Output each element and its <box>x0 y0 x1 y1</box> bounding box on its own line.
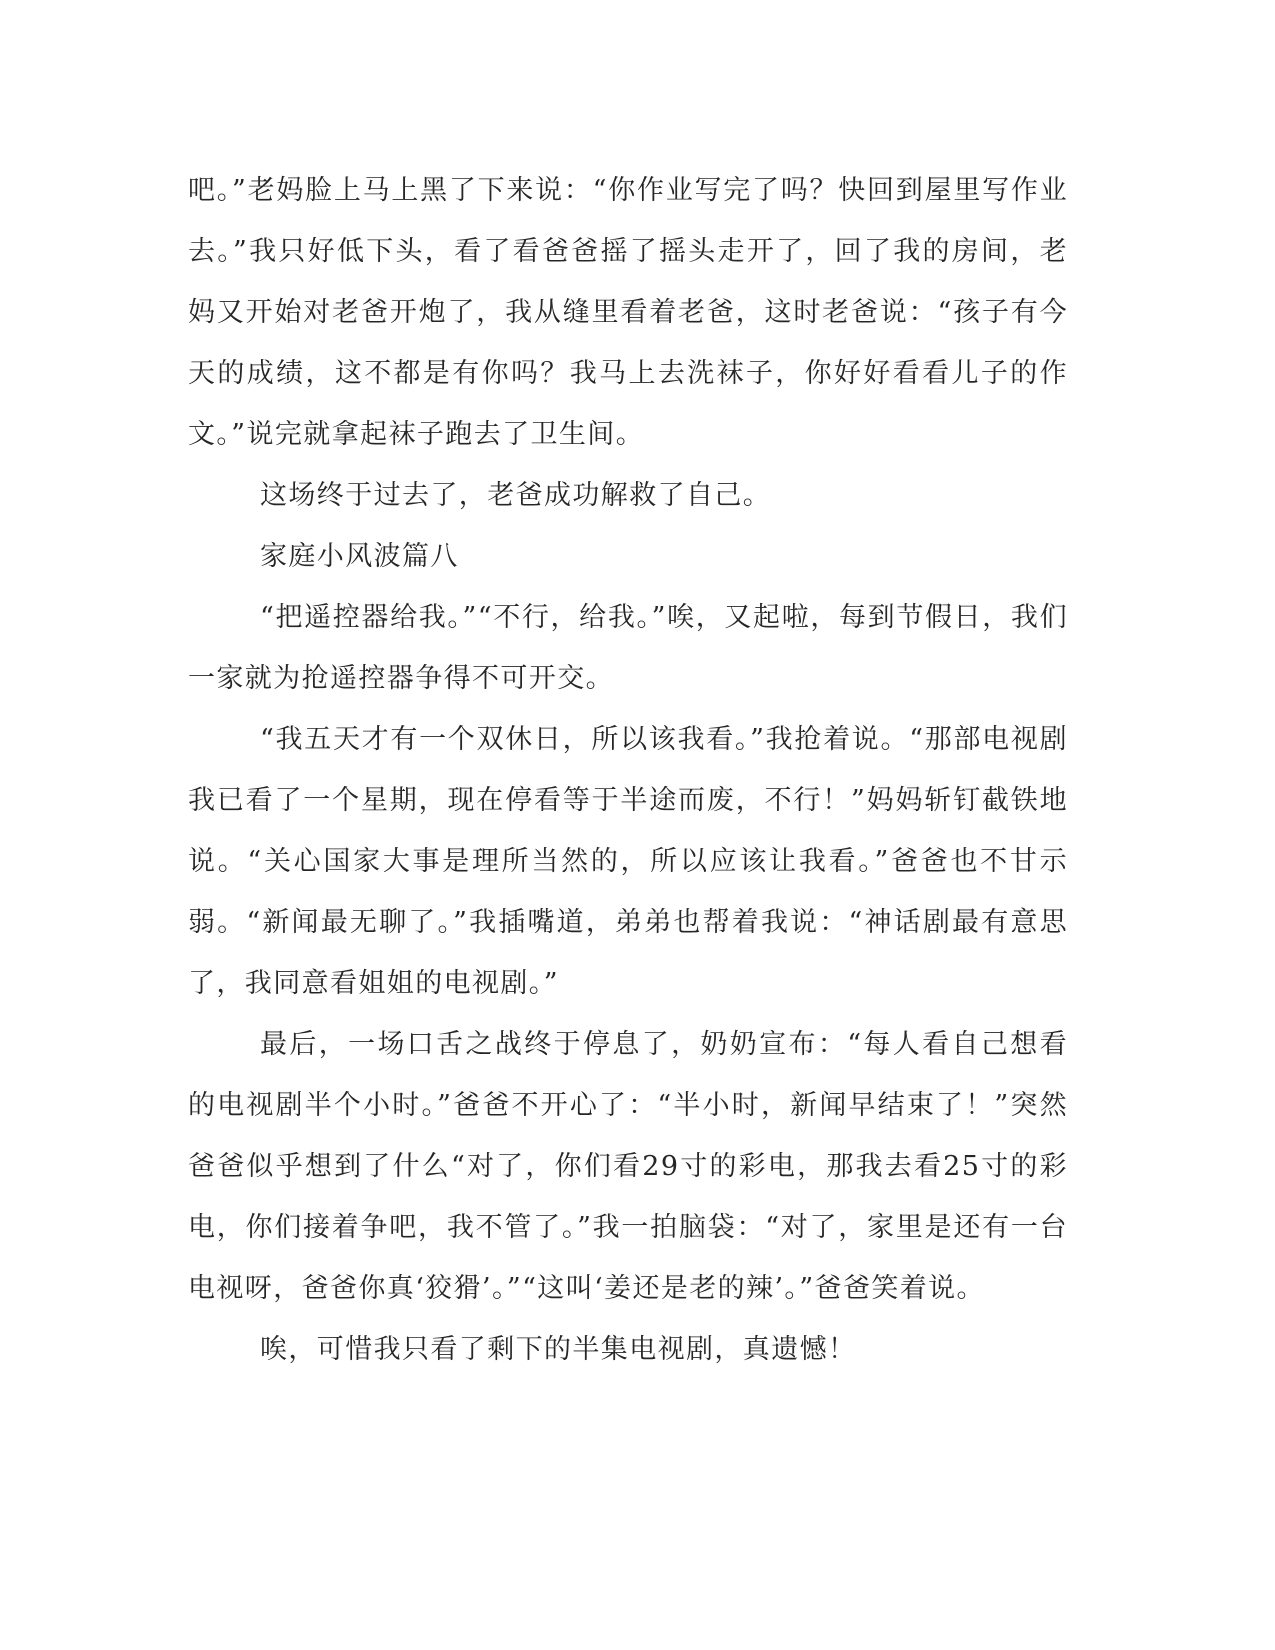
document-body <box>188 160 1068 1380</box>
paragraph-intro: “把遥控器给我。”“不行，给我。”唉，又起啦，每到节假日，我们一家就为抢遥控器争得不可开交。 <box>188 602 1068 694</box>
paragraph-argument: “我五天才有一个双休日，所以该我看。”我抢着说。“那部电视剧我已看了一个星期，现在停看等于半途而废，不行！”妈妈斩钉截铁地说。“关心国家大事是理所当然的，所以应该让我看。”爸爸也不甘示弱。“新闻最无聊了。”我插嘴道，弟弟也帮着我说：“神话剧最有意思了，我同意看姐姐的电视剧。” <box>188 724 1068 999</box>
section-heading: 家庭小风波篇八 <box>260 541 459 572</box>
paragraph-resolution: 最后，一场口舌之战终于停息了，奶奶宣布：“每人看自己想看的电视剧半个小时。”爸爸不开心了：“半小时，新闻早结束了！”突然爸爸似乎想到了什么“对了，你们看29寸的彩电，那我去看25寸的彩电，你们接着争吧，我不管了。”我一拍脑袋：“对了，家里是还有一台电视呀，爸爸你真‘狡猾’。”“这叫‘姜还是老的辣’。”爸爸笑着说。 <box>188 1029 1068 1304</box>
paragraph-continued: 吧。”老妈脸上马上黑了下来说：“你作业写完了吗？快回到屋里写作业去。”我只好低下头，看了看爸爸摇了摇头走开了，回了我的房间，老妈又开始对老爸开炮了，我从缝里看着老爸，这时老爸说：“孩子有今天的成绩，这不都是有你吗？我马上去洗袜子，你好好看看儿子的作文。”说完就拿起袜子跑去了卫生间。 <box>188 175 1068 450</box>
paragraph-ending: 唉，可惜我只看了剩下的半集电视剧，真遗憾！ <box>260 1334 857 1365</box>
paragraph-conclusion: 这场终于过去了，老爸成功解救了自己。 <box>260 480 772 511</box>
